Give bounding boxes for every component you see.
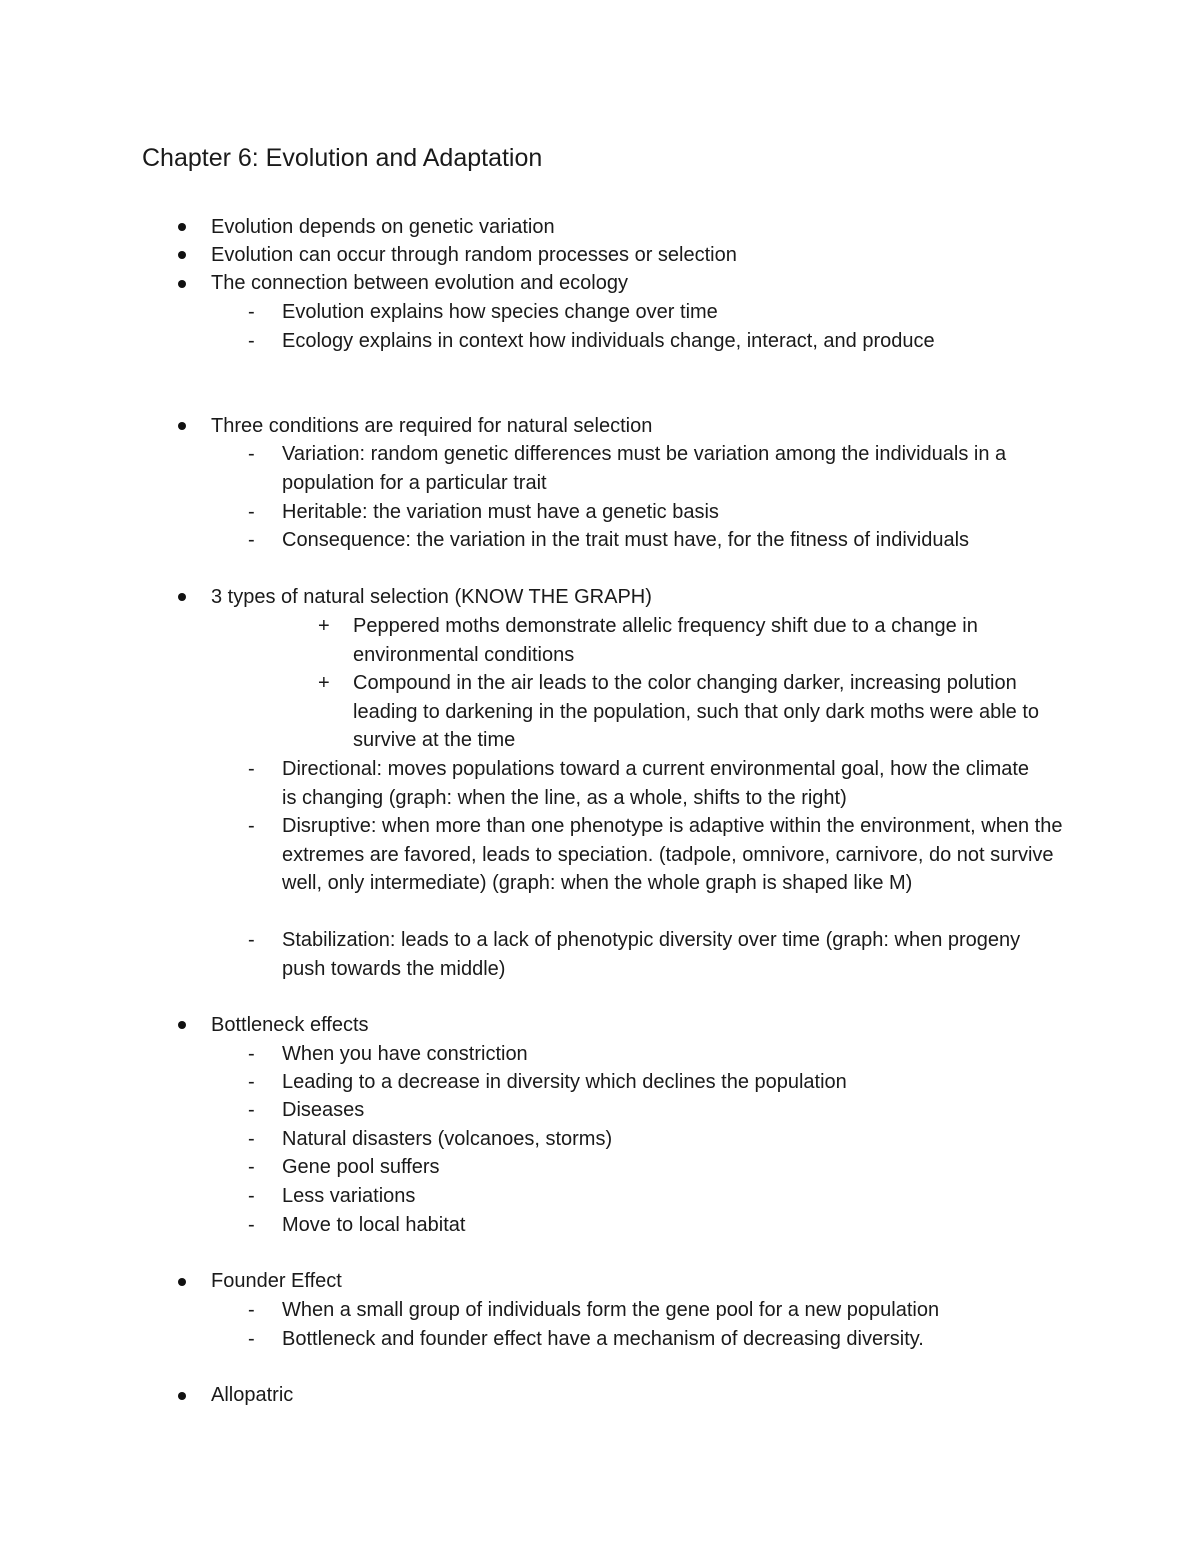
list-item: Move to local habitat xyxy=(282,1214,466,1236)
bullet-icon xyxy=(178,1021,186,1029)
list-item: Gene pool suffers xyxy=(282,1156,440,1178)
dash-marker: - xyxy=(248,501,255,523)
dash-marker: - xyxy=(248,758,255,780)
list-item: Evolution can occur through random processes or selection xyxy=(211,244,737,266)
dash-marker: - xyxy=(248,1299,255,1321)
list-item: Directional: moves populations toward a current environmental goal, how the climate is changing (graph: when the line, as a whole, shifts to the right) xyxy=(282,758,1030,809)
page-title: Chapter 6: Evolution and Adaptation xyxy=(142,144,543,172)
list-item: Bottleneck and founder effect have a mechanism of decreasing diversity. xyxy=(282,1328,924,1350)
list-item: Evolution depends on genetic variation xyxy=(211,216,555,238)
dash-marker: - xyxy=(248,1099,255,1121)
list-item: The connection between evolution and ecology xyxy=(211,272,628,294)
dash-marker: - xyxy=(248,301,255,323)
list-item: Consequence: the variation in the trait must have, for the fitness of individuals xyxy=(282,529,970,551)
list-item: Variation: random genetic differences must be variation among the individuals in a population for a particular trait xyxy=(282,443,1007,494)
list-item: Founder Effect xyxy=(211,1270,342,1292)
dash-marker: - xyxy=(248,330,255,352)
dash-marker: - xyxy=(248,1328,255,1350)
bullet-icon xyxy=(178,1392,186,1400)
dash-marker: - xyxy=(248,443,255,465)
list-item: Evolution explains how species change over time xyxy=(282,301,718,323)
dash-marker: - xyxy=(248,815,255,837)
dash-marker: - xyxy=(248,1214,255,1236)
list-item: Diseases xyxy=(282,1099,365,1121)
bullet-icon xyxy=(178,251,186,259)
bullet-icon xyxy=(178,593,186,601)
list-item: Stabilization: leads to a lack of phenotypic diversity over time (graph: when progeny push towards the middle) xyxy=(282,929,1021,980)
list-item: Ecology explains in context how individuals change, interact, and produce xyxy=(282,330,935,352)
dash-marker: - xyxy=(248,1043,255,1065)
bullet-icon xyxy=(178,280,186,288)
list-item: When you have constriction xyxy=(282,1043,528,1065)
dash-marker: - xyxy=(248,529,255,551)
list-item: Peppered moths demonstrate allelic frequency shift due to a change in environmental conditions xyxy=(353,615,978,666)
list-item: 3 types of natural selection (KNOW THE GRAPH) xyxy=(211,586,652,608)
bullet-icon xyxy=(178,223,186,231)
list-item: Bottleneck effects xyxy=(211,1014,369,1036)
plus-marker: + xyxy=(318,672,330,694)
list-item: Allopatric xyxy=(211,1384,294,1406)
dash-marker: - xyxy=(248,929,255,951)
list-item: Less variations xyxy=(282,1185,416,1207)
list-item: Disruptive: when more than one phenotype is adaptive within the environment, when the extremes are favored, leads to speciation. (tadpole, omnivore, carnivore, do not survive well, only intermediate) (graph: when the whole graph is shaped like M) xyxy=(282,815,1063,894)
list-item: Three conditions are required for natural selection xyxy=(211,415,653,437)
list-item: When a small group of individuals form the gene pool for a new population xyxy=(282,1299,940,1321)
list-item: Heritable: the variation must have a genetic basis xyxy=(282,501,719,523)
dash-marker: - xyxy=(248,1071,255,1093)
dash-marker: - xyxy=(248,1156,255,1178)
bullet-icon xyxy=(178,422,186,430)
bullet-icon xyxy=(178,1278,186,1286)
list-item: Leading to a decrease in diversity which declines the population xyxy=(282,1071,847,1093)
dash-marker: - xyxy=(248,1128,255,1150)
dash-marker: - xyxy=(248,1185,255,1207)
plus-marker: + xyxy=(318,615,330,637)
list-item: Natural disasters (volcanoes, storms) xyxy=(282,1128,613,1150)
list-item: Compound in the air leads to the color changing darker, increasing polution leading to darkening in the population, such that only dark moths were able to survive at the time xyxy=(353,672,1039,751)
